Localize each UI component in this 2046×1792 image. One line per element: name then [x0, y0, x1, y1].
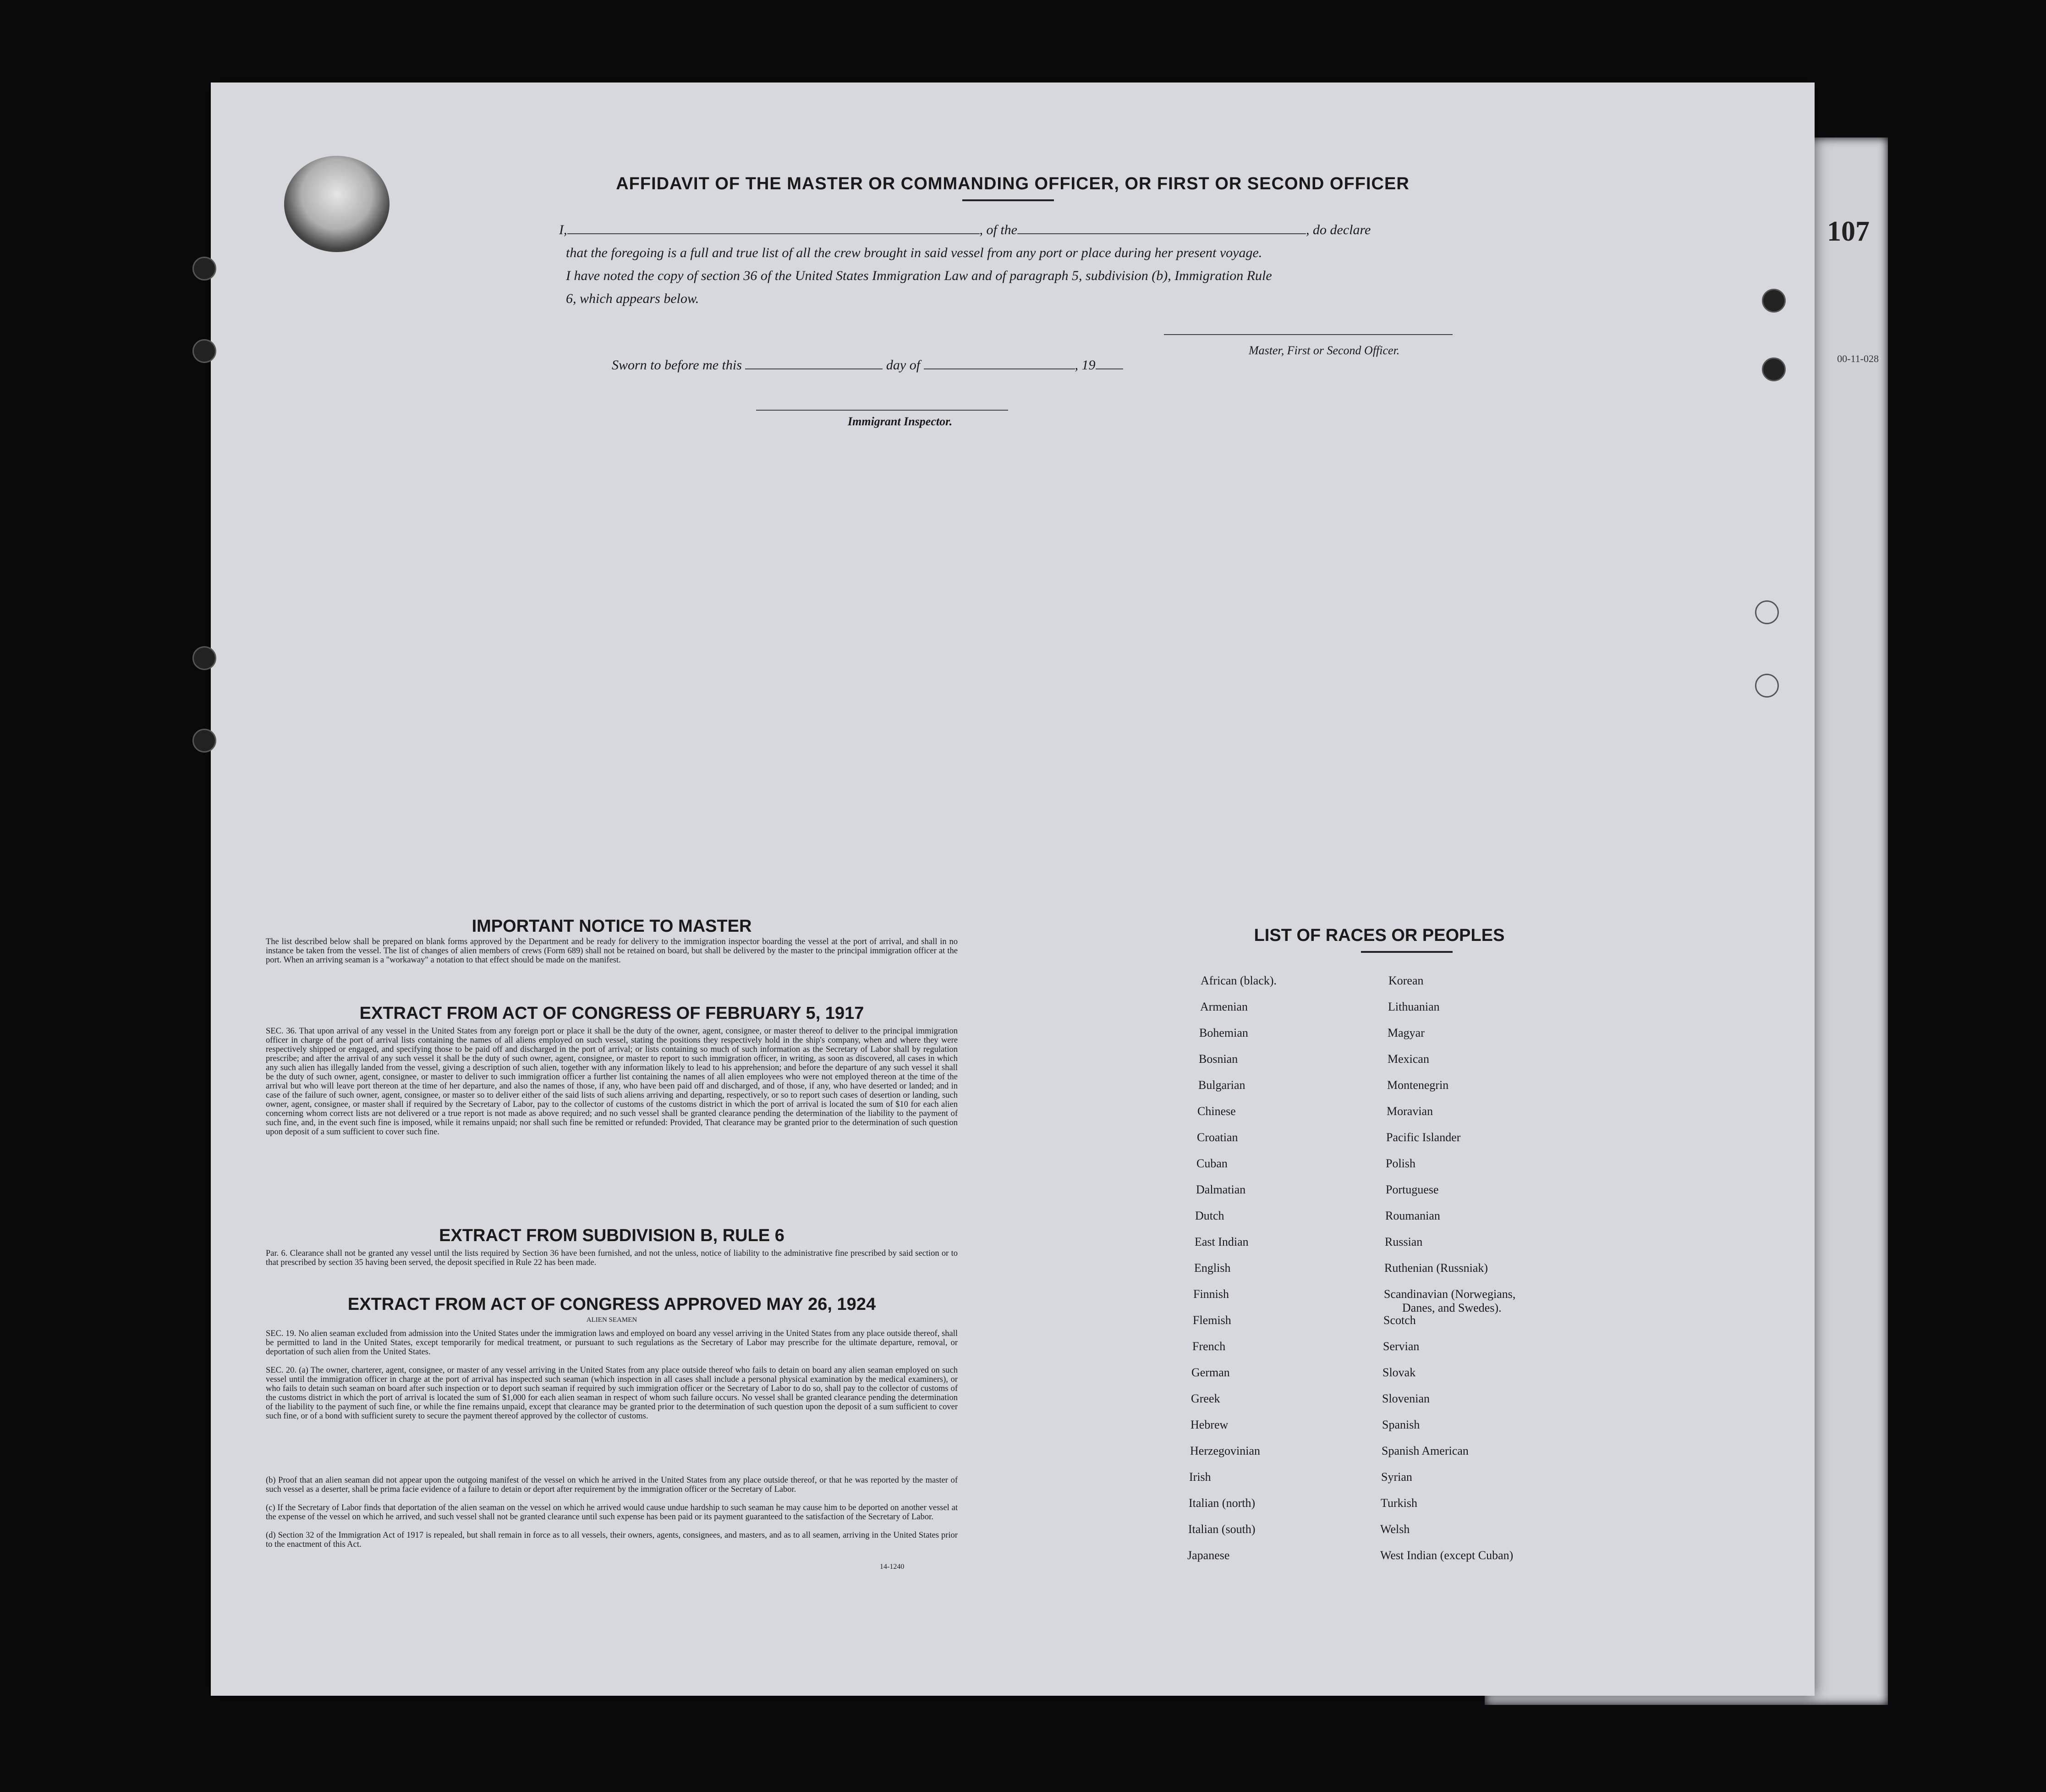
- inspector-label: Immigrant Inspector.: [848, 415, 953, 428]
- race-item: West Indian (except Cuban): [1380, 1549, 1514, 1562]
- races-title-rule: [1361, 951, 1453, 953]
- race-item: Welsh: [1380, 1523, 1410, 1536]
- vessel-blank[interactable]: [1017, 233, 1306, 234]
- binder-hole-icon: [1755, 600, 1779, 624]
- race-item: Korean: [1388, 974, 1424, 987]
- race-item: French: [1192, 1340, 1226, 1353]
- race-item: Irish: [1189, 1470, 1211, 1484]
- race-item: Moravian: [1387, 1105, 1433, 1118]
- race-item: Danes, and Swedes).: [1402, 1301, 1502, 1314]
- race-item: Armenian: [1200, 1000, 1248, 1013]
- race-item: Italian (south): [1188, 1523, 1256, 1536]
- extract-1924-sec20d: (d) Section 32 of the Immigration Act of 1917 is repealed, but shall remain in force as to all vessels, their owners, agents, consignees, and masters, and as to all seamen, arriving in the United States prior to the enactment of this Act.: [266, 1531, 958, 1549]
- binder-hole-icon: [192, 646, 216, 670]
- race-item: Finnish: [1193, 1287, 1229, 1301]
- race-item: Flemish: [1193, 1314, 1231, 1327]
- extract-1924-sec20b: (b) Proof that an alien seaman did not appear upon the outgoing manifest of the vessel on which he arrived in the United States from any place outside thereof, or that he was reported by the master of such vessel as a deserter, shall be prima facie evidence of a failure to detain or deport after requirement by the immigration officer or the Secretary of Labor.: [266, 1476, 958, 1494]
- binder-hole-icon: [192, 729, 216, 753]
- race-item: Syrian: [1381, 1470, 1412, 1484]
- race-item: East Indian: [1195, 1235, 1249, 1248]
- binder-hole-icon: [192, 339, 216, 363]
- extract-1924-sec20c: (c) If the Secretary of Labor finds that deportation of the alien seaman on the vessel on which he arrived would cause undue hardship to such seaman he may cause him to be deported on another vessel at the expense of the vessel on which he arrived, and such vessel shall not be granted clearance until such expense has been paid or its payment guaranteed to the satisfaction of the Secretary of Labor.: [266, 1503, 958, 1522]
- race-item: Japanese: [1187, 1549, 1230, 1562]
- extract-1924-title: EXTRACT FROM ACT OF CONGRESS APPROVED MAY 26, 1924: [347, 1295, 876, 1314]
- race-item: English: [1194, 1261, 1231, 1275]
- race-item: Italian (north): [1189, 1496, 1256, 1510]
- sworn-line: [612, 357, 1123, 373]
- affidavit-line-4: 6, which appears below.: [566, 291, 699, 306]
- race-item: Roumanian: [1385, 1209, 1440, 1222]
- year-blank[interactable]: [1096, 368, 1123, 369]
- race-item: Hebrew: [1190, 1418, 1229, 1431]
- master-signature-blank[interactable]: [1164, 323, 1453, 339]
- affidavit-declare: , do declare: [1306, 222, 1371, 237]
- race-item: Dutch: [1195, 1209, 1224, 1222]
- manifest-page: [211, 82, 1815, 1696]
- affidavit-line-3: I have noted the copy of section 36 of the United States Immigration Law and of paragraph 5, subdivision (b), Immigration Rule: [566, 268, 1272, 283]
- race-item: Ruthenian (Russniak): [1384, 1261, 1488, 1275]
- master-signature-label: Master, First or Second Officer.: [1249, 344, 1400, 357]
- race-item: Lithuanian: [1388, 1000, 1440, 1013]
- races-title: LIST OF RACES OR PEOPLES: [1254, 926, 1505, 945]
- inspector-signature-blank[interactable]: [756, 399, 1008, 414]
- year-text: , 19: [1075, 357, 1096, 373]
- affidavit-title: AFFIDAVIT OF THE MASTER OR COMMANDING OFFICER, OR FIRST OR SECOND OFFICER: [616, 174, 1410, 193]
- race-item: Spanish American: [1382, 1444, 1469, 1457]
- binder-hole-icon: [1762, 289, 1786, 313]
- sworn-day-blank[interactable]: [745, 368, 883, 369]
- race-item: Turkish: [1381, 1496, 1417, 1510]
- binder-hole-icon: [192, 257, 216, 280]
- race-item: Herzegovinian: [1190, 1444, 1261, 1457]
- day-of-text: day of: [886, 357, 921, 373]
- race-item: German: [1191, 1366, 1230, 1379]
- race-item: Bulgarian: [1198, 1078, 1245, 1092]
- binder-hole-icon: [1755, 674, 1779, 698]
- race-item: Chinese: [1197, 1105, 1236, 1118]
- race-item: Dalmatian: [1196, 1183, 1246, 1196]
- extract-rule6-title: EXTRACT FROM SUBDIVISION B, RULE 6: [439, 1226, 784, 1245]
- form-number: 14-1240: [880, 1563, 905, 1571]
- race-item: Scotch: [1383, 1314, 1416, 1327]
- race-item: Russian: [1385, 1235, 1423, 1248]
- notice-title: IMPORTANT NOTICE TO MASTER: [472, 917, 752, 936]
- extract-1924-sec19: SEC. 19. No alien seaman excluded from admission into the United States under the immigration laws and employed on board any vessel arriving in the United States from any place outside thereof, shall be permitted to land in the United States, except temporarily for medical treatment, or pursuant to such regulations as the Secretary of Labor may prescribe for the ultimate departure, removal, or deportation of such alien from the United States.: [266, 1329, 958, 1357]
- back-sheet-form-code: 00-11-028: [1837, 353, 1879, 364]
- race-item: Croatian: [1197, 1131, 1238, 1144]
- race-item: Bosnian: [1199, 1052, 1238, 1066]
- name-blank[interactable]: [567, 233, 980, 234]
- race-item: Spanish: [1382, 1418, 1420, 1431]
- race-item: Cuban: [1196, 1157, 1228, 1170]
- sworn-text: Sworn to before me this: [612, 357, 742, 373]
- race-item: Greek: [1191, 1392, 1220, 1405]
- race-item: Servian: [1383, 1340, 1420, 1353]
- back-sheet-number: 107: [1827, 216, 1870, 247]
- binder-hole-icon: [1762, 357, 1786, 381]
- affidavit-line-1: [559, 222, 1371, 238]
- race-item: Mexican: [1388, 1052, 1429, 1066]
- title-rule: [962, 199, 1054, 201]
- race-item: Magyar: [1388, 1026, 1425, 1039]
- affidavit-of-the: , of the: [979, 222, 1017, 237]
- race-item: Pacific Islander: [1386, 1131, 1461, 1144]
- extract-1917-title: EXTRACT FROM ACT OF CONGRESS OF FEBRUARY 5, 1917: [359, 1004, 864, 1023]
- extract-1917-body: SEC. 36. That upon arrival of any vessel in the United States from any foreign port or place it shall be the duty of the owner, agent, consignee, or master thereof to deliver to the principal immigration officer in charge of the port of arrival lists containing the names of all aliens employed on such vessel, stating the positions they respectively hold in the ship's company, when and where they were respectively shipped or engaged, and specifying those to be paid off and discharged in the port of arrival; or lists containing so much of such information as the Secretary of Labor shall by regulation prescribe; and after the arrival of any such vessel it shall be the duty of such owner, agent, consignee, or master to report to such immigration officer, in writing, as soon as discovered, all cases in which any such alien has illegally landed from the vessel, giving a description of such alien, together with any information likely to lead to his apprehension; and before the departure of any such vessel it shall be the duty of such owner, agent, consignee, or master to deliver to such immigration officer a further list containing the names of all alien employees who were not employed thereon at the time of the arrival but who will leave port thereon at the time of her departure, and also the names of those, if any, who have been paid off and discharged, and of those, if any, who have deserted or landed; and in case of the failure of such owner, agent, consignee, or master so to deliver either of the said lists of such aliens arriving and departing, respectively, or so to report such cases of desertion or landing, such owner, agent, consignee, or master shall if required by the Secretary of Labor, pay to the collector of customs of the customs district in which the port of arrival is located the sum of $10 for each alien concerning whom correct lists are not delivered or a true report is not made as above required; and no such vessel shall be granted clearance pending the determination of the liability to the payment of such fine, and, in the event such fine is imposed, while it remains unpaid; nor shall such fine be remitted or refunded: Provided, That clearance may be granted prior to the determination of such question upon deposit of a sum sufficient to cover such fine.: [266, 1027, 958, 1137]
- race-item: Portuguese: [1386, 1183, 1439, 1196]
- extract-1924-subtitle: ALIEN SEAMEN: [586, 1316, 637, 1324]
- race-item: Slovenian: [1382, 1392, 1430, 1405]
- seal-stamp-icon: [284, 156, 389, 252]
- race-item: Montenegrin: [1387, 1078, 1449, 1092]
- race-item: Polish: [1386, 1157, 1416, 1170]
- affidavit-line-2: that the foregoing is a full and true list of all the crew brought in said vessel from any port or place during her present voyage.: [566, 245, 1262, 260]
- extract-rule6-body: Par. 6. Clearance shall not be granted any vessel until the lists required by Section 36 have been furnished, and not the unless, notice of liability to the administrative fine prescribed by said section or to that prescribed by section 35 having been served, the deposit specified in Rule 22 has been made.: [266, 1249, 958, 1267]
- affidavit-i: I,: [559, 222, 567, 237]
- extract-1924-sec20a: SEC. 20. (a) The owner, charterer, agent, consignee, or master of any vessel arriving in the United States from any place outside thereof who fails to detain on board any alien seaman employed on such vessel until the immigration officer in charge at the port of arrival has inspected such seaman (which inspection in all cases shall include a personal physical examination by the medical examiners), or who fails to detain such seaman on board after such inspection or to deport such seaman if required by such immigration officer or the Secretary of Labor to do so, shall pay to the collector of customs of the customs district in which the port of arrival is located the sum of $1,000 for each alien seaman in respect of whom such failure occurs. No vessel shall be granted clearance pending the determination of the liability to the payment of such fine, or while the fine remains unpaid, except that clearance may be granted prior to the determination of such question upon the deposit of a sum sufficient to cover such fine, or of a bond with sufficient surety to secure the payment thereof approved by the collector of customs.: [266, 1366, 958, 1421]
- notice-body: The list described below shall be prepared on blank forms approved by the Department and be ready for delivery to the immigration inspector boarding the vessel at the port of arrival, and shall in no instance be taken from the vessel. The list of changes of alien members of crews (Form 689) shall not be retained on board, but shall be delivered by the master to the principal immigration officer at the port. When an arriving seaman is a "workaway" a notation to that effect should be made on the manifest.: [266, 937, 958, 965]
- race-item: African (black).: [1201, 974, 1277, 987]
- sworn-month-blank[interactable]: [924, 368, 1075, 369]
- race-item: Scandinavian (Norwegians,: [1384, 1287, 1516, 1301]
- race-item: Bohemian: [1199, 1026, 1248, 1039]
- race-item: Slovak: [1382, 1366, 1416, 1379]
